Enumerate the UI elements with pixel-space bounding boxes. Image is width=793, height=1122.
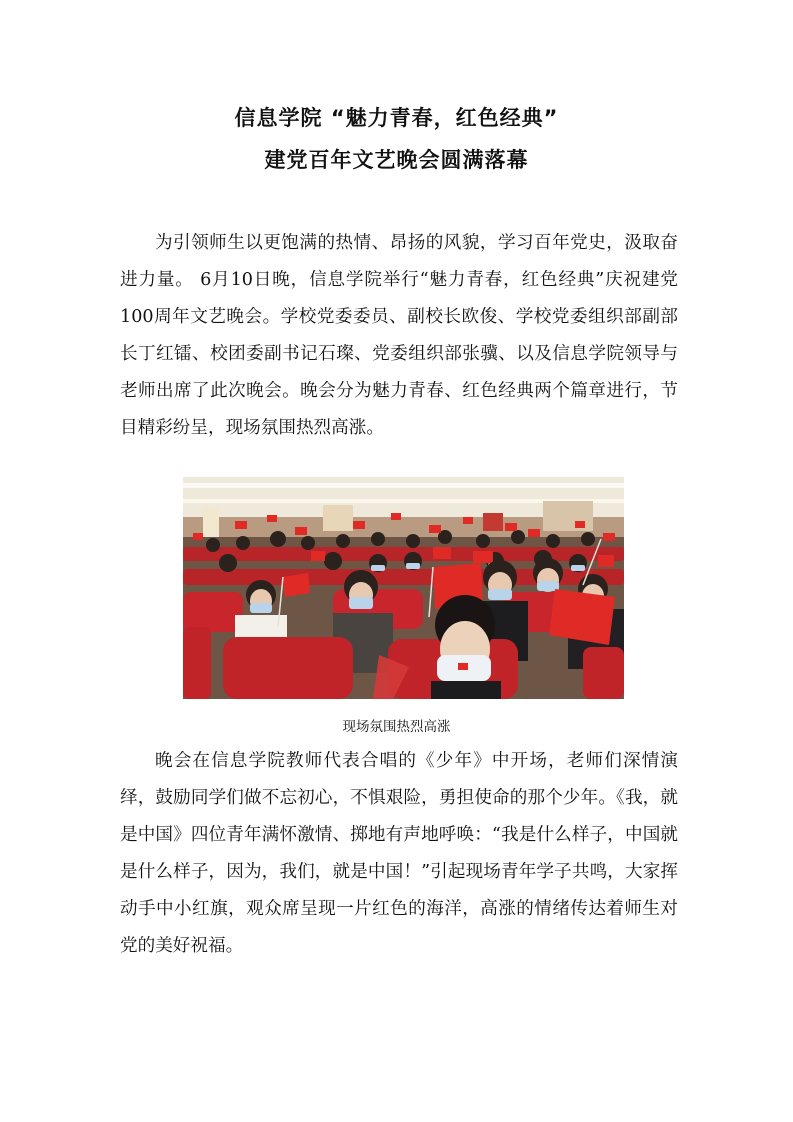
article-title-line1: 信息学院 “魅力青春，红色经典” bbox=[234, 106, 559, 130]
article-title-line2: 建党百年文艺晚会圆满落幕 bbox=[264, 148, 529, 172]
photo-caption: 现场氛围热烈高涨 bbox=[342, 719, 451, 735]
article-paragraph-2: 晚会在信息学院教师代表合唱的《少年》中开场，老师们深情演绎，鼓励同学们做不忘初心，不惧艰险，勇担使命的那个少年。《我，就是中国》四位青年满怀激情、掷地有声地呼唤：“我是什么样子，中国就是什么样子，因为，我们，就是中国！”引起现场青年学子共鸣，大家挥动手中小红旗，观众席呈现一片红色的海洋，高涨的情绪传达着师生对党的美好祝福。 bbox=[120, 751, 678, 956]
article-paragraph-1: 为引领师生以更饱满的热情、昂扬的风貌，学习百年党史，汲取奋进力量。 6月10日晚，信息学院举行“魅力青春，红色经典”庆祝建党100周年文艺晚会。学校党委委员、副校长欧俊、学校党委组织部副部长丁红镭、校团委副书记石璨、党委组织部张骥、以及信息学院领导与老师出席了此次晚会。晚会分为魅力青春、红色经典两个篇章进行，节目精彩纷呈，现场氛围热烈高涨。 bbox=[120, 233, 678, 438]
event-photo bbox=[183, 477, 624, 699]
